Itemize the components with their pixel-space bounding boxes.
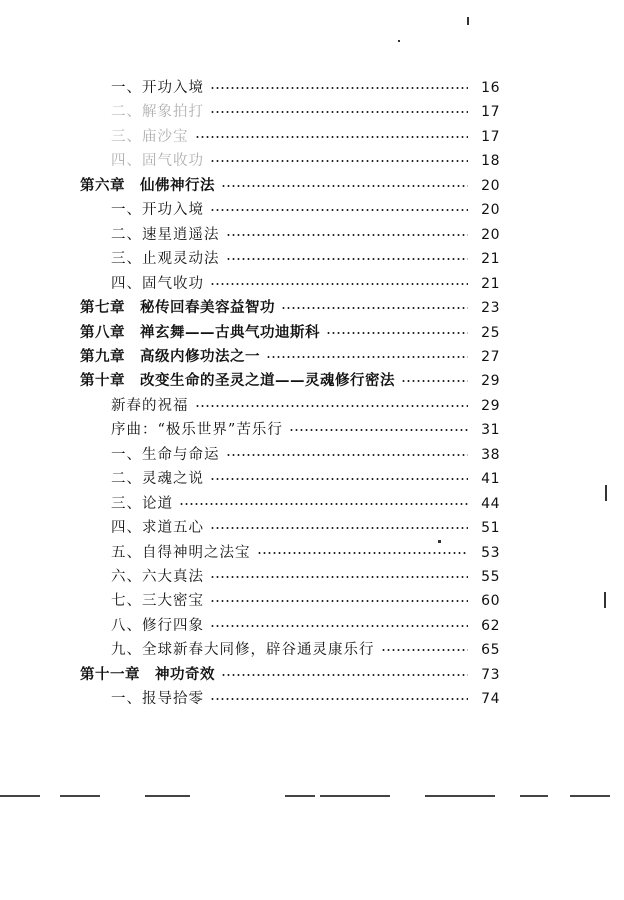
- toc-entry-page-number: 23: [481, 300, 500, 317]
- toc-entry-title: 四、固气收功: [111, 275, 204, 292]
- dot-leader: [179, 503, 468, 505]
- dot-leader: [281, 307, 468, 309]
- toc-section-entry: [111, 467, 500, 491]
- toc-chapter-entry: [80, 321, 500, 345]
- toc-entry-page-number: 60: [481, 593, 500, 610]
- toc-entry-page-number: 51: [481, 520, 500, 537]
- toc-entry-page-number: 29: [481, 373, 500, 390]
- dot-leader: [221, 185, 468, 187]
- scan-speck: [438, 540, 441, 543]
- toc-entry-title: 一、开功入境: [111, 202, 204, 219]
- toc-entry-title: 五、自得神明之法宝: [111, 544, 251, 561]
- toc-entry-title: 三、止观灵动法: [111, 251, 220, 268]
- toc-section-entry: [111, 565, 500, 589]
- dot-leader: [210, 527, 468, 529]
- scan-edge-line: [520, 795, 548, 797]
- dot-leader: [401, 380, 468, 382]
- toc-section-entry: [111, 149, 500, 173]
- toc-chapter-entry: [80, 345, 500, 369]
- toc-section-entry: [111, 125, 500, 149]
- toc-section-entry: [111, 223, 500, 247]
- toc-entry-title: 四、固气收功: [111, 153, 204, 170]
- toc-entry-page-number: 38: [481, 446, 500, 463]
- toc-entry-title: 三、论道: [111, 495, 173, 512]
- dot-leader: [210, 698, 468, 700]
- toc-entry-page-number: 21: [481, 251, 500, 268]
- dot-leader: [210, 478, 468, 480]
- toc-entry-page-number: 16: [481, 80, 500, 96]
- scan-edge-line: [425, 795, 495, 797]
- toc-entry-title: 一、开功入境: [111, 80, 204, 96]
- toc-entry-page-number: 29: [481, 397, 500, 414]
- toc-section-entry: [111, 443, 500, 467]
- toc-entry-page-number: 31: [481, 422, 500, 439]
- toc-entry-title: 第六章 仙佛神行法: [80, 176, 215, 194]
- toc-entry-title: 第十章 改变生命的圣灵之道——灵魂修行密法: [80, 372, 395, 390]
- toc-entry-page-number: 74: [481, 691, 500, 708]
- scan-speck: [604, 592, 606, 608]
- dot-leader: [266, 356, 468, 358]
- toc-section-entry: [111, 100, 500, 124]
- toc-chapter-entry: [80, 369, 500, 393]
- dot-leader: [210, 625, 468, 627]
- dot-leader: [210, 600, 468, 602]
- toc-entry-page-number: 73: [481, 666, 500, 683]
- toc-entry-title: 第八章 禅玄舞——古典气功迪斯科: [80, 323, 320, 341]
- scan-edge-line: [285, 795, 315, 797]
- toc-entry-page-number: 41: [481, 471, 500, 488]
- dot-leader: [210, 160, 468, 162]
- dot-leader: [226, 454, 469, 456]
- toc-entry-page-number: 20: [481, 177, 500, 194]
- dot-leader: [226, 234, 469, 236]
- toc-entry-title: 新春的祝福: [111, 397, 189, 414]
- dot-leader: [381, 649, 469, 651]
- dot-leader: [210, 209, 468, 211]
- toc-entry-page-number: 18: [481, 153, 500, 170]
- scan-edge-line: [145, 795, 190, 797]
- dot-leader: [221, 674, 468, 676]
- toc-entry-page-number: 17: [481, 128, 500, 145]
- toc-chapter-entry: [80, 663, 500, 687]
- dot-leader: [210, 576, 468, 578]
- toc-section-entry: [111, 516, 500, 540]
- toc-entry-page-number: 53: [481, 544, 500, 561]
- dot-leader: [257, 552, 469, 554]
- toc-entry-page-number: 21: [481, 275, 500, 292]
- toc-entry-page-number: 25: [481, 324, 500, 341]
- toc-section-entry: [111, 687, 500, 711]
- toc-entry-page-number: 55: [481, 569, 500, 585]
- toc-entry-page-number: 62: [481, 617, 500, 634]
- scan-speck: [398, 40, 400, 42]
- toc-section-entry: [111, 541, 500, 565]
- toc-chapter-entry: [80, 296, 500, 320]
- scan-speck: [605, 485, 607, 501]
- toc-entry-title: 六、六大真法: [111, 569, 204, 585]
- toc-entry-title: 第九章 高级内修功法之一: [80, 347, 260, 365]
- toc-entry-title: 第十一章 神功奇效: [80, 665, 215, 683]
- toc-entry-page-number: 27: [481, 348, 500, 365]
- toc-entry-title: 二、速星逍遥法: [111, 226, 220, 243]
- toc-section-entry: [111, 418, 500, 442]
- dot-leader: [226, 258, 469, 260]
- toc-entry-page-number: 44: [481, 495, 500, 512]
- dot-leader: [195, 405, 469, 407]
- toc-entry-title: 九、全球新春大同修，辟谷通灵康乐行: [111, 642, 375, 659]
- toc-entry-page-number: 20: [481, 226, 500, 243]
- toc-entry-title: 八、修行四象: [111, 617, 204, 634]
- toc-entry-page-number: 20: [481, 202, 500, 219]
- toc-entry-page-number: 17: [481, 104, 500, 121]
- scan-edge-line: [0, 795, 40, 797]
- toc-entry-title: 序曲：“极乐世界”苦乐行: [111, 422, 283, 439]
- dot-leader: [289, 429, 468, 431]
- toc-entry-title: 一、生命与命运: [111, 446, 220, 463]
- scan-edge-line: [570, 795, 610, 797]
- toc-section-entry: [111, 492, 500, 516]
- toc-entry-title: 二、灵魂之说: [111, 471, 204, 488]
- toc-section-entry: [111, 198, 500, 222]
- toc-section-entry: [111, 614, 500, 638]
- dot-leader: [210, 87, 468, 89]
- toc-section-entry: [111, 272, 500, 296]
- toc-entry-title: 第七章 秘传回春美容益智功: [80, 299, 275, 317]
- toc-chapter-entry: [80, 174, 500, 198]
- scan-edge-line: [320, 795, 390, 797]
- toc-section-entry: [111, 589, 500, 613]
- toc-section-entry: [111, 76, 500, 100]
- toc-entry-title: 一、报导拾零: [111, 691, 204, 708]
- toc-section-entry: [111, 247, 500, 271]
- toc-entry-title: 四、求道五心: [111, 520, 204, 537]
- dot-leader: [210, 111, 468, 113]
- toc-entry-title: 七、三大密宝: [111, 593, 204, 610]
- toc-entry-title: 二、解象拍打: [111, 104, 204, 121]
- dot-leader: [326, 332, 468, 334]
- toc-section-entry: [111, 638, 500, 662]
- scan-speck: [467, 17, 469, 25]
- toc-section-entry: [111, 394, 500, 418]
- dot-leader: [210, 283, 468, 285]
- scan-edge-line: [60, 795, 100, 797]
- toc-entry-title: 三、庙沙宝: [111, 128, 189, 145]
- toc-entry-page-number: 65: [481, 642, 500, 659]
- dot-leader: [195, 136, 469, 138]
